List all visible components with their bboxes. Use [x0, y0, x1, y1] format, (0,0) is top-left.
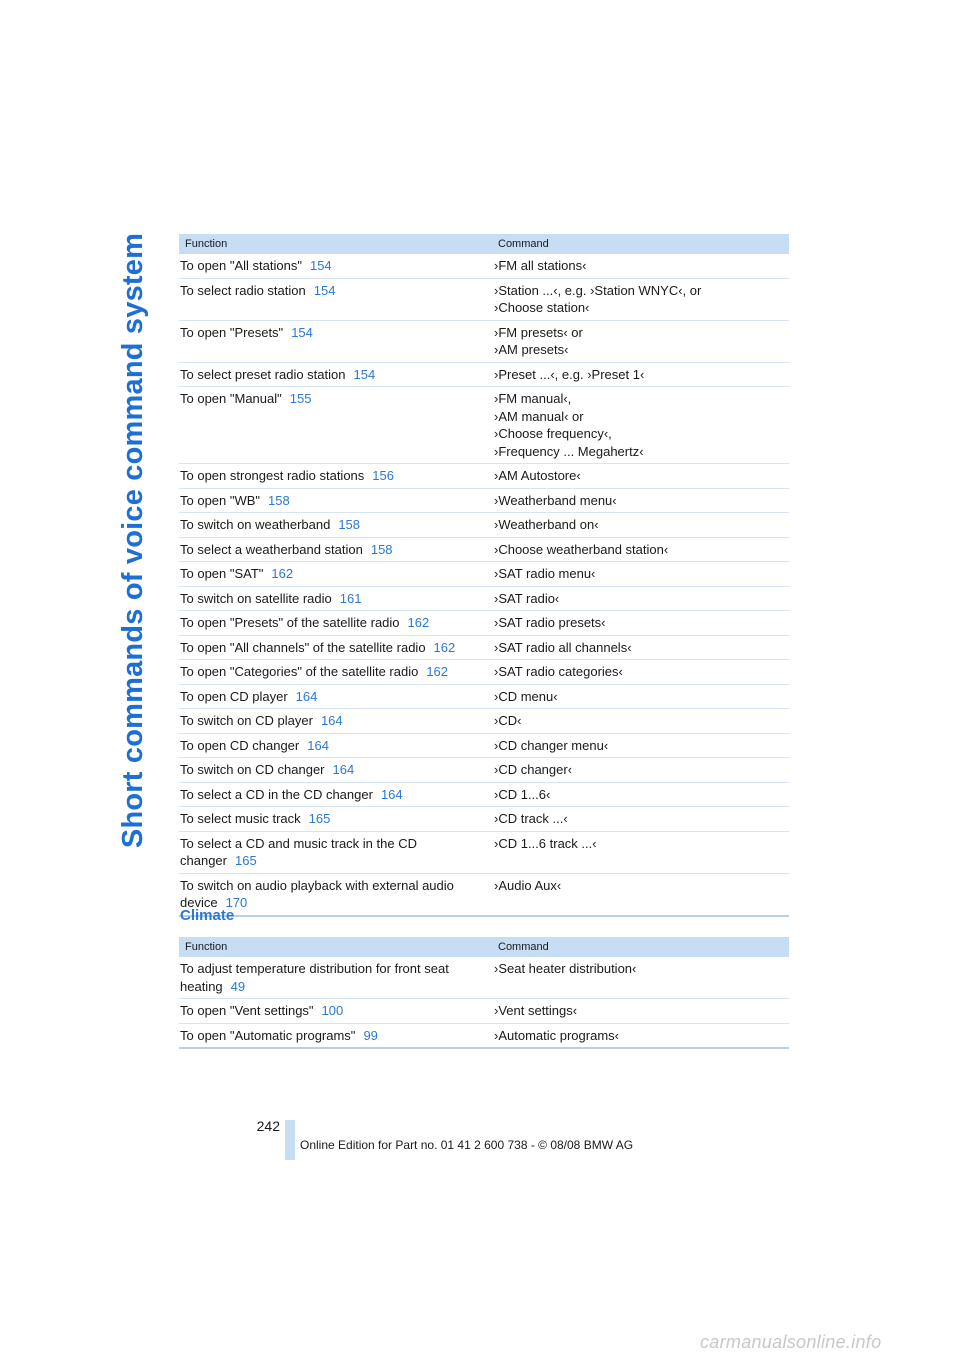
column-header-command: Command	[492, 234, 789, 254]
command-cell: ›FM manual‹, ›AM manual‹ or ›Choose frequency‹, ›Frequency ... Megahertz‹	[492, 387, 789, 464]
table-row	[179, 513, 789, 538]
command-cell: ›FM presets‹ or ›AM presets‹	[492, 320, 789, 362]
table-header-row	[179, 234, 789, 254]
table-header-row	[179, 937, 789, 957]
function-cell	[179, 513, 492, 538]
function-cell	[179, 611, 492, 636]
function-text: To open CD player	[180, 688, 288, 704]
command-cell: ›Audio Aux‹	[492, 873, 789, 916]
climate-commands-table	[179, 937, 789, 1049]
function-text: To open "SAT"	[180, 566, 264, 581]
page-reference-link[interactable]: 162	[426, 664, 449, 679]
table-row	[179, 537, 789, 562]
page-reference-link[interactable]: 154	[291, 324, 313, 340]
function-text: To open "Categories" of the satellite radio	[180, 664, 419, 679]
table-row	[179, 387, 789, 464]
function-text: To open CD changer	[180, 737, 300, 753]
function-cell	[179, 537, 492, 562]
command-cell: ›FM all stations‹	[492, 254, 789, 278]
function-text: To open "Automatic programs"	[180, 1027, 356, 1043]
function-text: To select a CD and music track in the CD changer	[180, 835, 417, 868]
function-cell	[179, 957, 492, 999]
command-cell: ›SAT radio all channels‹	[492, 635, 789, 660]
watermark: carmanualsonline.info	[700, 1332, 882, 1352]
page-reference-link[interactable]: 154	[313, 282, 336, 298]
function-text: To switch on CD changer	[180, 762, 325, 777]
side-title	[117, 230, 151, 850]
command-cell: ›Automatic programs‹	[492, 1023, 789, 1048]
table-row	[179, 782, 789, 807]
page-reference-link[interactable]: 164	[320, 713, 343, 728]
table-row	[179, 873, 789, 916]
footer-text: Online Edition for Part no. 01 41 2 600 738 - © 08/08 BMW AG	[300, 1138, 634, 1152]
page-reference-link[interactable]: 162	[433, 639, 456, 655]
function-cell	[179, 807, 492, 832]
function-cell	[179, 660, 492, 685]
command-cell: ›CD 1...6 track ...‹	[492, 831, 789, 873]
page-reference-link[interactable]: 154	[353, 366, 376, 382]
function-text: To select radio station	[180, 282, 306, 298]
table-row	[179, 733, 789, 758]
table-row	[179, 831, 789, 873]
page-reference-link[interactable]: 99	[363, 1027, 378, 1043]
function-cell	[179, 562, 492, 587]
command-cell: ›CD track ...‹	[492, 807, 789, 832]
command-cell: ›AM Autostore‹	[492, 464, 789, 489]
page-reference-link[interactable]: 158	[370, 541, 393, 557]
function-cell	[179, 488, 492, 513]
table-row	[179, 660, 789, 685]
command-cell: ›CD‹	[492, 709, 789, 734]
command-cell: ›Vent settings‹	[492, 999, 789, 1024]
page-reference-link[interactable]: 161	[339, 590, 362, 606]
function-text: To switch on weatherband	[180, 517, 331, 532]
table-row	[179, 635, 789, 660]
table-row	[179, 254, 789, 278]
command-cell: ›SAT radio‹	[492, 586, 789, 611]
table-row	[179, 278, 789, 320]
page-number: 242	[256, 1118, 280, 1134]
command-cell: ›Preset ...‹, e.g. ›Preset 1‹	[492, 362, 789, 387]
function-cell	[179, 278, 492, 320]
command-cell: ›SAT radio categories‹	[492, 660, 789, 685]
function-text: To open "Manual"	[180, 391, 282, 406]
function-cell	[179, 1023, 492, 1048]
page-reference-link[interactable]: 164	[295, 688, 318, 704]
function-cell	[179, 684, 492, 709]
function-cell	[179, 387, 492, 464]
command-cell: ›CD changer menu‹	[492, 733, 789, 758]
function-text: To open "WB"	[180, 492, 261, 508]
command-cell: ›SAT radio presets‹	[492, 611, 789, 636]
function-text: To select preset radio station	[180, 366, 346, 382]
table-row	[179, 957, 789, 999]
function-text: To open "All stations"	[180, 258, 302, 273]
command-cell: ›Weatherband menu‹	[492, 488, 789, 513]
side-title-text: Short commands of voice command system	[117, 232, 150, 848]
page-reference-link[interactable]: 49	[230, 978, 246, 994]
table-row	[179, 320, 789, 362]
function-cell	[179, 464, 492, 489]
function-text: To select a weatherband station	[180, 541, 363, 557]
table-row	[179, 709, 789, 734]
function-cell	[179, 758, 492, 783]
function-text: To adjust temperature distribution for front seat heating	[180, 961, 449, 994]
table-row	[179, 807, 789, 832]
function-text: To open "Presets" of the satellite radio	[180, 615, 400, 630]
table-row	[179, 362, 789, 387]
function-cell	[179, 254, 492, 278]
page-reference-link[interactable]: 158	[338, 517, 361, 532]
page-reference-link[interactable]: 165	[234, 853, 257, 868]
table-row	[179, 1023, 789, 1048]
function-cell	[179, 999, 492, 1024]
command-cell: ›Choose weatherband station‹	[492, 537, 789, 562]
function-cell	[179, 709, 492, 734]
page-reference-link[interactable]: 165	[308, 811, 331, 826]
table-row	[179, 684, 789, 709]
function-text: To open strongest radio stations	[180, 468, 365, 483]
table-row	[179, 562, 789, 587]
function-cell	[179, 782, 492, 807]
table-row	[179, 611, 789, 636]
page-reference-link[interactable]: 164	[380, 786, 403, 802]
function-text: To switch on satellite radio	[180, 590, 332, 606]
page-reference-link[interactable]: 154	[309, 258, 332, 273]
table-row	[179, 586, 789, 611]
page-reference-link[interactable]: 156	[372, 468, 394, 483]
command-cell: ›CD 1...6‹	[492, 782, 789, 807]
command-cell: ›SAT radio menu‹	[492, 562, 789, 587]
main-commands-table	[179, 234, 789, 917]
page-reference-link[interactable]: 164	[332, 762, 355, 777]
table-row	[179, 464, 789, 489]
function-text: To select music track	[180, 811, 301, 826]
page-reference-link[interactable]: 100	[321, 1003, 344, 1018]
command-cell: ›Seat heater distribution‹	[492, 957, 789, 999]
function-text: To open "Vent settings"	[180, 1003, 314, 1018]
page-reference-link[interactable]: 158	[268, 492, 290, 508]
function-cell	[179, 733, 492, 758]
page-reference-link[interactable]: 155	[289, 391, 312, 406]
function-cell	[179, 362, 492, 387]
function-cell	[179, 635, 492, 660]
table-row	[179, 999, 789, 1024]
page-reference-link[interactable]: 170	[225, 895, 248, 910]
function-text: To select a CD in the CD changer	[180, 786, 373, 802]
page-reference-link[interactable]: 162	[407, 615, 430, 630]
command-cell: ›CD menu‹	[492, 684, 789, 709]
function-cell	[179, 586, 492, 611]
page-reference-link[interactable]: 162	[271, 566, 294, 581]
table-row	[179, 758, 789, 783]
function-text: To open "All channels" of the satellite radio	[180, 639, 426, 655]
function-cell	[179, 831, 492, 873]
climate-heading: Climate	[180, 907, 235, 924]
command-cell: ›Station ...‹, e.g. ›Station WNYC‹, or ›Choose station‹	[492, 278, 789, 320]
command-cell: ›CD changer‹	[492, 758, 789, 783]
function-text: To switch on audio playback with external audio device	[180, 877, 454, 910]
column-header-command: Command	[492, 937, 789, 957]
command-cell: ›Weatherband on‹	[492, 513, 789, 538]
function-text: To open "Presets"	[180, 324, 284, 340]
function-cell	[179, 320, 492, 362]
table-body	[179, 957, 789, 1048]
page-reference-link[interactable]: 164	[307, 737, 329, 753]
column-header-function: Function	[179, 234, 492, 254]
function-text: To switch on CD player	[180, 713, 313, 728]
footer-bar	[285, 1120, 295, 1160]
table-row	[179, 488, 789, 513]
table-body	[179, 254, 789, 916]
column-header-function: Function	[179, 937, 492, 957]
